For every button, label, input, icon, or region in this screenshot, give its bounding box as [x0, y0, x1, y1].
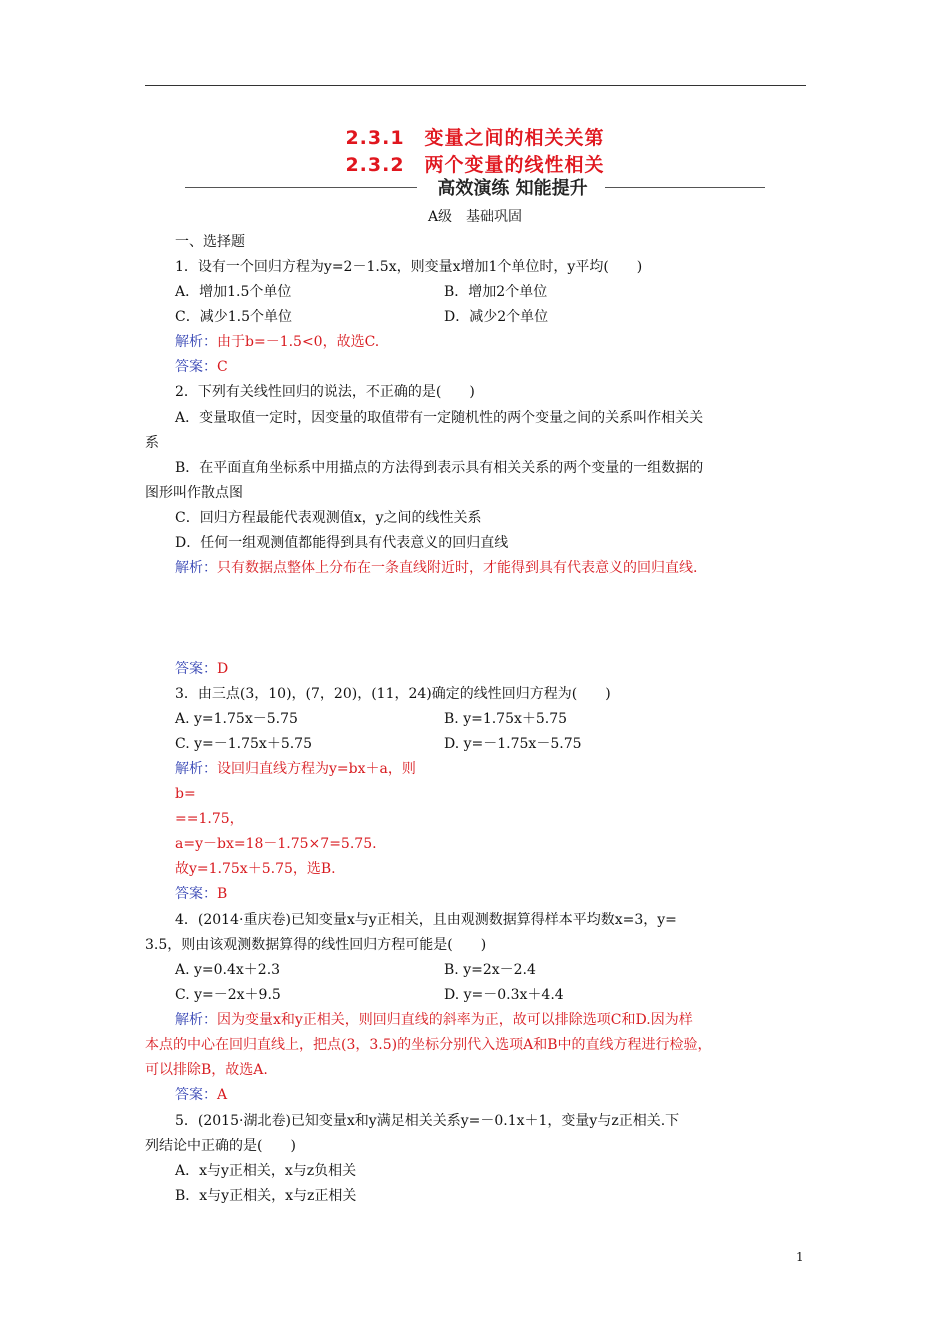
- q4-option-b: B. y=2x－2.4: [444, 962, 536, 978]
- section-heading: 一、选择题: [175, 234, 245, 250]
- q2-option-a-line2: 系: [145, 435, 159, 451]
- q1-explanation-text: 由于b=－1.5<0，故选C.: [217, 334, 380, 350]
- q4-answer-value: A: [217, 1087, 228, 1103]
- q1-answer-value: C: [217, 359, 228, 375]
- q3-answer: [175, 884, 227, 904]
- q3-option-b: B. y=1.75x＋5.75: [444, 711, 568, 727]
- q2-answer-label: 答案：: [175, 661, 217, 677]
- q3-option-c: C. y=－1.75x＋5.75: [175, 736, 312, 752]
- q5-stem-line1: 5．(2015·湖北卷)已知变量x和y满足相关关系y=－0.1x＋1，变量y与z正相关.下: [175, 1113, 680, 1129]
- q2-explanation-text: 只有数据点整体上分布在一条直线附近时，才能得到具有代表意义的回归直线.: [217, 560, 698, 576]
- q2-option-b-line1: B．在平面直角坐标系中用描点的方法得到表示具有相关关系的两个变量的一组数据的: [175, 460, 704, 476]
- q1-explanation-label: 解析：: [175, 334, 217, 350]
- q3-work-line1: b=: [175, 786, 196, 802]
- q3-work-line4: 故y=1.75x＋5.75，选B.: [175, 861, 336, 877]
- banner: [185, 174, 765, 200]
- q3-stem: 3．由三点(3，10)，(7，20)，(11，24)确定的线性回归方程为( ): [175, 686, 611, 702]
- q2-answer-value: D: [217, 661, 229, 677]
- q2-option-c: C．回归方程最能代表观测值x，y之间的线性关系: [175, 510, 482, 526]
- q2-explanation-label: 解析：: [175, 560, 217, 576]
- q1-option-a: A．增加1.5个单位: [175, 284, 292, 300]
- q2-stem: 2．下列有关线性回归的说法，不正确的是( ): [175, 384, 475, 400]
- page-number: 1: [796, 1250, 804, 1264]
- q4-explanation-label: 解析：: [175, 1012, 217, 1028]
- title-line-1: 2.3.1 变量之间的相关关第: [345, 127, 605, 149]
- q4-explanation-text: 因为变量x和y正相关，则回归直线的斜率为正，故可以排除选项C和D.因为样: [217, 1012, 693, 1028]
- q4-explanation-line3: 可以排除B，故选A.: [145, 1062, 268, 1078]
- banner-rule-left: [185, 187, 417, 188]
- q1-stem: 1．设有一个回归方程为y=2－1.5x，则变量x增加1个单位时，y平均( ): [175, 259, 643, 275]
- q4-option-a: A. y=0.4x＋2.3: [175, 962, 281, 978]
- q1-option-b: B．增加2个单位: [444, 284, 548, 300]
- q4-answer: [175, 1085, 227, 1105]
- q3-option-a: A. y=1.75x－5.75: [175, 711, 298, 727]
- q3-explanation: [175, 759, 416, 779]
- banner-rule-right: [605, 187, 765, 188]
- q3-work-line2: ==1.75，: [175, 811, 244, 827]
- q5-stem-line2: 列结论中正确的是( ): [145, 1138, 296, 1154]
- q3-explanation-label: 解析：: [175, 761, 217, 777]
- q3-work-line3: a=y－bx=18－1.75×7=5.75.: [175, 836, 377, 852]
- q4-explanation-line2: 本点的中心在回归直线上，把点(3，3.5)的坐标分别代入选项A和B中的直线方程进行检验，: [145, 1037, 712, 1053]
- q3-answer-value: B: [217, 886, 228, 902]
- q2-explanation: [175, 558, 697, 578]
- q2-option-d: D．任何一组观测值都能得到具有代表意义的回归直线: [175, 535, 509, 551]
- q4-option-c: C. y=－2x＋9.5: [175, 987, 281, 1003]
- q5-option-b: B．x与y正相关，x与z正相关: [175, 1188, 357, 1204]
- q4-stem-line2: 3.5，则由该观测数据算得的线性回归方程可能是( ): [145, 937, 487, 953]
- q1-option-d: D．减少2个单位: [444, 309, 549, 325]
- q5-option-a: A．x与y正相关，x与z负相关: [175, 1163, 357, 1179]
- q2-option-a-line1: A．变量取值一定时，因变量的取值带有一定随机性的两个变量之间的关系叫作相关关: [175, 410, 704, 426]
- header-rule: [145, 85, 806, 86]
- banner-text: 高效演练 知能提升: [437, 178, 588, 199]
- q1-answer-label: 答案：: [175, 359, 217, 375]
- q1-explanation: [175, 332, 379, 352]
- q4-answer-label: 答案：: [175, 1087, 217, 1103]
- q4-explanation: [175, 1010, 693, 1030]
- q3-option-d: D. y=－1.75x－5.75: [444, 736, 582, 752]
- q1-option-c: C．减少1.5个单位: [175, 309, 292, 325]
- q4-option-d: D. y=－0.3x＋4.4: [444, 987, 564, 1003]
- q1-answer: [175, 357, 228, 377]
- q4-stem-line1: 4．(2014·重庆卷)已知变量x与y正相关，且由观测数据算得样本平均数x=3，y=: [175, 912, 677, 928]
- q2-option-b-line2: 图形叫作散点图: [145, 485, 243, 501]
- q2-answer: [175, 659, 228, 679]
- q3-answer-label: 答案：: [175, 886, 217, 902]
- q3-explanation-text: 设回归直线方程为y=bx＋a，则: [217, 761, 416, 777]
- level-heading: A级 基础巩固: [427, 209, 523, 225]
- title-line-2: 2.3.2 两个变量的线性相关: [345, 154, 605, 176]
